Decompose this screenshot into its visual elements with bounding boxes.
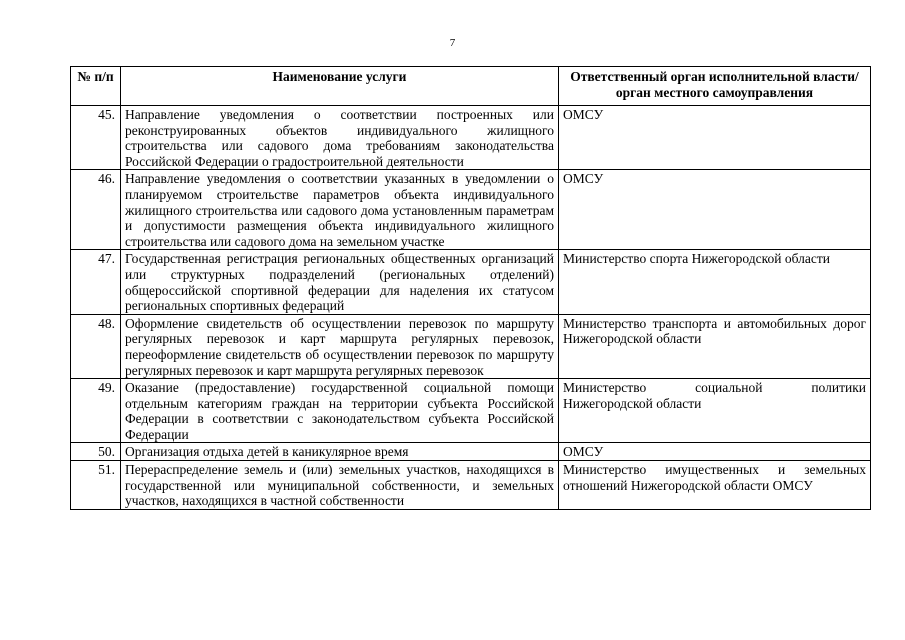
header-num: № п/п bbox=[71, 67, 121, 106]
row-number: 49. bbox=[71, 379, 121, 443]
responsible-body: Министерство социальной политики Нижегородской области bbox=[559, 379, 871, 443]
row-number: 46. bbox=[71, 170, 121, 250]
responsible-body: Министерство транспорта и автомобильных дорог Нижегородской области bbox=[559, 314, 871, 378]
service-name: Оказание (предоставление) государственной социальной помощи отдельным категориям граждан на территории субъекта Российской Федерации в соответствии с законодательством субъекта Российской Федерации bbox=[121, 379, 559, 443]
service-name: Перераспределение земель и (или) земельных участков, находящихся в государственной или муниципальной собственности, и земельных участков, находящихся в частной собственности bbox=[121, 461, 559, 510]
table-row bbox=[71, 443, 871, 461]
row-number: 51. bbox=[71, 461, 121, 510]
table-row bbox=[71, 379, 871, 443]
service-name: Направление уведомления о соответствии указанных в уведомлении о планируемом строительстве параметров объекта индивидуального жилищного строительства или садового дома установленным параметрам и допустимости размещения объекта индивидуального жилищного строительства или садового дома на земельном участке bbox=[121, 170, 559, 250]
responsible-body: ОМСУ bbox=[559, 443, 871, 461]
table-row bbox=[71, 314, 871, 378]
table-row bbox=[71, 170, 871, 250]
table-row bbox=[71, 461, 871, 510]
service-name: Направление уведомления о соответствии построенных или реконструированных объектов индивидуального жилищного строительства или садового дома требованиям законодательства Российской Федерации о градостроительной деятельности bbox=[121, 106, 559, 170]
responsible-body: ОМСУ bbox=[559, 170, 871, 250]
table-row bbox=[71, 106, 871, 170]
header-service-name: Наименование услуги bbox=[121, 67, 559, 106]
service-name: Государственная регистрация региональных общественных организаций или структурных подразделений (региональных отделений) общероссийской спортивной федерации для наделения их статусом региональных спортивных федераций bbox=[121, 250, 559, 314]
row-number: 45. bbox=[71, 106, 121, 170]
services-table bbox=[70, 66, 871, 510]
responsible-body: ОМСУ bbox=[559, 106, 871, 170]
responsible-body: Министерство имущественных и земельных отношений Нижегородской области ОМСУ bbox=[559, 461, 871, 510]
page-number: 7 bbox=[449, 37, 456, 49]
row-number: 48. bbox=[71, 314, 121, 378]
table-header-row bbox=[71, 67, 871, 106]
service-name: Организация отдыха детей в каникулярное время bbox=[121, 443, 559, 461]
responsible-body: Министерство спорта Нижегородской области bbox=[559, 250, 871, 314]
header-responsible-body: Ответственный орган исполнительной власти/орган местного самоуправления bbox=[559, 67, 871, 106]
row-number: 50. bbox=[71, 443, 121, 461]
table-row bbox=[71, 250, 871, 314]
row-number: 47. bbox=[71, 250, 121, 314]
service-name: Оформление свидетельств об осуществлении перевозок по маршруту регулярных перевозок и карт маршрута регулярных перевозок, переоформление свидетельств об осуществлении перевозок по маршруту регулярных перевозок и карт маршрута регулярных перевозок bbox=[121, 314, 559, 378]
